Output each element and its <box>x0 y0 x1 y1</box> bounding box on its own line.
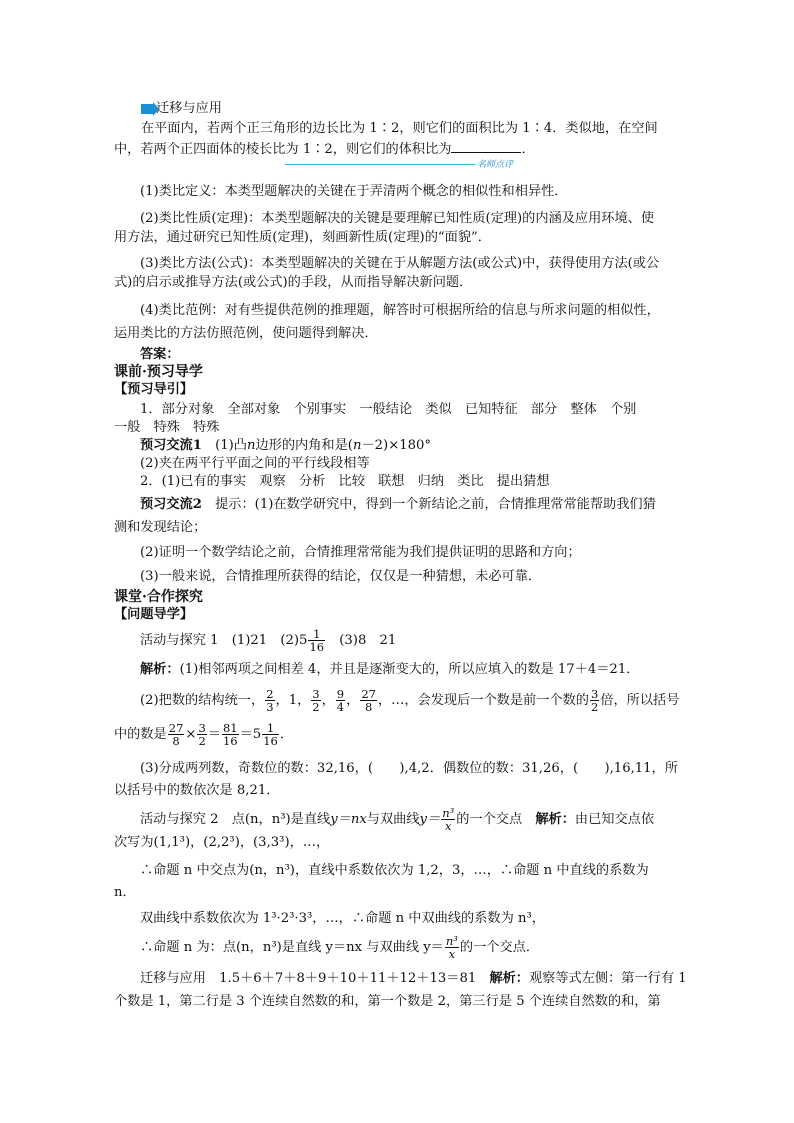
activity-2-line-6: ∴命题 n 为：点(n，n³)是直线 y＝nx 与双曲线 y＝ $\frac{\text{n³}}{x}$ 的一个交点． <box>140 934 540 961</box>
method-4-line-1: (4)类比范例：对有些提供范例的推理题，解答时可根据所给的信息与所求问题的相似性， <box>140 303 660 318</box>
activity-1-analysis-1: 解析：(1)相邻两项之间相差 4，并且是逐渐变大的，所以应填入的数是 17＋4＝21． <box>140 662 640 677</box>
activity-1-analysis-4: (3)分成两列数，奇数位的数：32,16，( ),4,2．偶数位的数：31,26，( ),16,11，所 <box>140 761 678 776</box>
activity-1-analysis-2: (2)把数的结构统一， $\frac{2}{3}$ ，1， $\frac{3}{2}$ ， $\frac{9}{4}$ ， $\frac{27}{8}$ ，…，会发现后一个数是前一个数的 $\frac{3}{2}$ 倍，所以括号 <box>140 687 680 714</box>
intro-para-2: 中，若两个正四面体的棱长比为 1∶2，则它们的体积比为 ． <box>114 139 535 159</box>
answer-1-line-2: 一般 特殊 特殊 <box>114 420 220 435</box>
activity-1-header: 活动与探究 1 (1)21 (2)5 $\frac{1}{16}$ (3)8 21 <box>140 627 397 654</box>
activity-2-line-3: ∴命题 n 中交点为(n，n³)，直线中系数依次为 1,2，3，…，∴命题 n 中直线的系数为 <box>140 863 649 878</box>
activity-2-line-4: n． <box>114 885 136 900</box>
preview-exchange-2-line-3: (2)证明一个数学结论之前，合情推理常常能为我们提供证明的思路和方向； <box>140 545 581 560</box>
activity-1-analysis-5: 以括号中的数依次是 8,21． <box>114 783 280 798</box>
watermark-logo: 名师点评 <box>477 160 514 170</box>
activity-2-header: 活动与探究 2 点(n，n³)是直线y＝nx与双曲线y＝ $\frac{\text{n³}}{x}$ 的一个交点 解析：由已知交点依 <box>140 806 655 833</box>
transfer-application-header: 迁移与应用 <box>141 100 222 118</box>
preview-exchange-1: 预习交流1 (1)凸n边形的内角和是(n－2)×180° <box>140 438 432 453</box>
method-2-line-1: (2)类比性质(定理)：本类型题解决的关键是要理解已知性质(定理)的内涵及应用环境、使 <box>140 211 655 226</box>
method-3-line-1: (3)类比方法(公式)：本类型题解决的关键在于从解题方法(或公式)中，获得使用方法(或公 <box>140 256 660 271</box>
activity-2-line-5: 双曲线中系数依次为 1³·2³·3³，…，∴命题 n 中双曲线的系数为 n³， <box>140 911 545 926</box>
subsection-preview-guide: 【预习导引】 <box>114 382 194 397</box>
activity-1-analysis-3: 中的数是 $\frac{27}{8}$ × $\frac{3}{2}$ ＝ $\frac{81}{16}$ ＝5 $\frac{1}{16}$ ． <box>114 721 294 748</box>
section-classroom: 课堂·合作探究 <box>114 589 203 605</box>
preview-exchange-2-line-4: (3)一般来说，合情推理所获得的结论，仅仅是一种猜想，未必可靠． <box>140 569 542 584</box>
answer-1-line-1: 1．部分对象 全部对象 个别事实 一般结论 类似 已知特征 部分 整体 个别 <box>140 402 637 417</box>
preview-exchange-2: 预习交流2 提示：(1)在数学研究中，得到一个新结论之前，合情推理常常能帮助我们猜 <box>140 497 656 512</box>
arrow-icon <box>141 104 153 114</box>
section-preclass: 课前·预习导学 <box>114 364 203 380</box>
method-3-line-2: 式)的启示或推导方法(或公式)的手段，从而指导解决新问题． <box>114 275 473 290</box>
transfer-application-answer: 迁移与应用 1.5＋6＋7＋8＋9＋10＋11＋12＋13＝81 解析：观察等式左侧：第一行有 1 <box>140 971 687 986</box>
preview-exchange-2-line-2: 测和发现结论； <box>114 520 207 535</box>
answer-blank <box>451 139 521 153</box>
transfer-application-line-2: 个数是 1，第二行是 3 个连续自然数的和，第一个数是 2，第三行是 5 个连续自然数的和，第 <box>114 994 661 1009</box>
subsection-problem-guide: 【问题导学】 <box>114 607 194 622</box>
intro-para-1: 在平面内，若两个正三角形的边长比为 1∶2，则它们的面积比为 1∶4．类似地，在空间 <box>141 121 658 136</box>
method-4-line-2: 运用类比的方法仿照范例，使问题得到解决． <box>114 326 378 341</box>
activity-2-line-2: 次写为(1,1³)，(2,2³)，(3,3³)，…， <box>114 835 330 850</box>
watermark-divider <box>285 158 555 170</box>
answers-title: 答案： <box>140 347 180 362</box>
answer-2: 2．(1)已有的事实 观察 分析 比较 联想 归纳 类比 提出猜想 <box>140 474 550 489</box>
method-2-line-2: 用方法，通过研究已知性质(定理)，刻画新性质(定理)的“面貌”． <box>114 230 491 245</box>
method-1: (1)类比定义：本类型题解决的关键在于弄清两个概念的相似性和相异性． <box>140 184 568 199</box>
preview-exchange-1-part-2: (2)夹在两平行平面之间的平行线段相等 <box>140 456 370 471</box>
